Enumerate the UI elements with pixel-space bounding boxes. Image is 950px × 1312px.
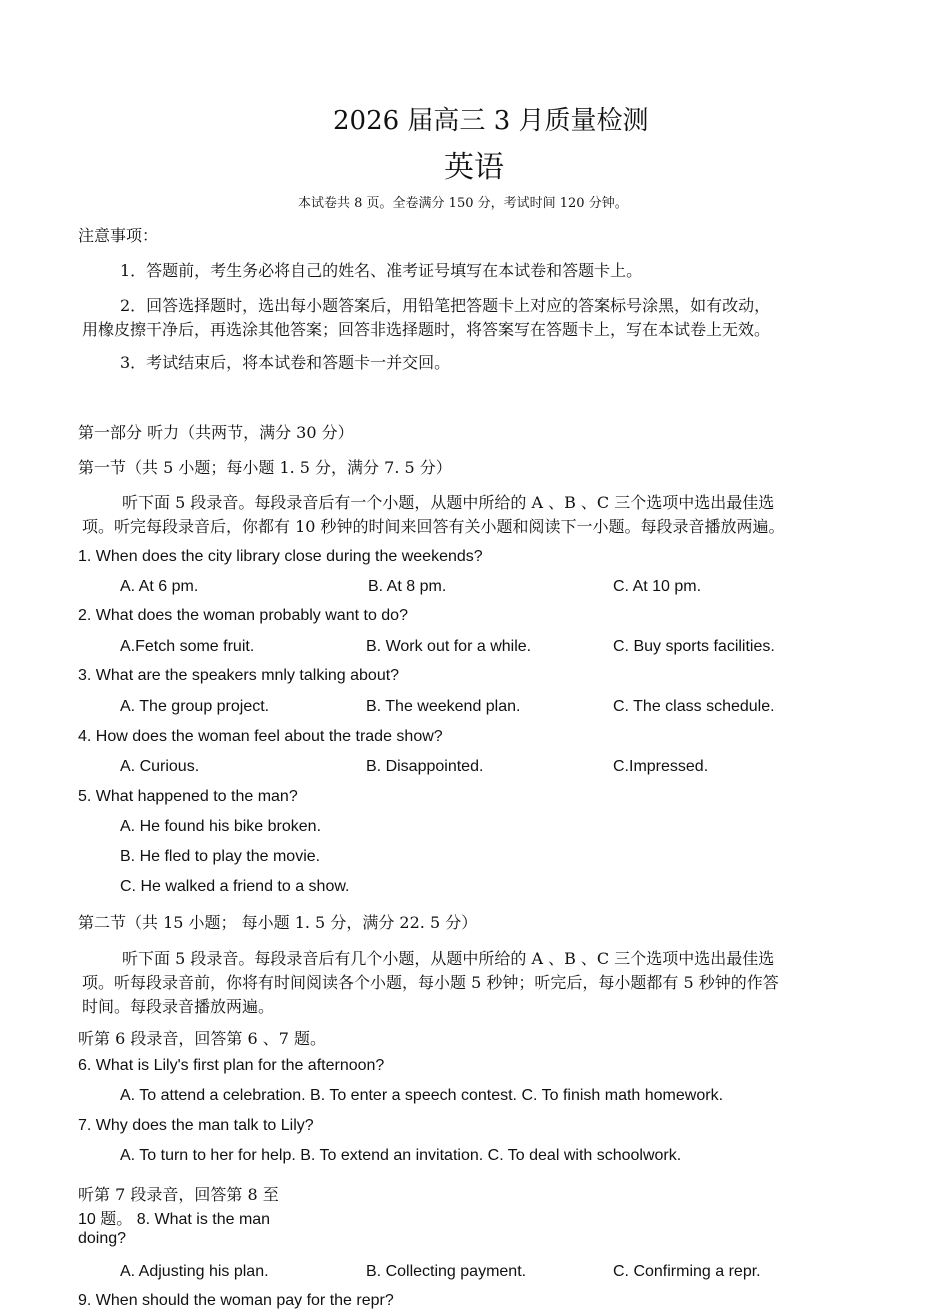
notice-item-2-cont: 用橡皮擦干净后，再选涂其他答案；回答非选择题时，将答案写在答题卡上，写在本试卷上无效。 bbox=[82, 320, 771, 339]
q4-option-b: B. Disappointed. bbox=[366, 758, 484, 775]
audio-7-heading-cont: 10 题。 8. What is the man bbox=[78, 1211, 271, 1228]
question-3: 3. What are the speakers mnly talking about? bbox=[78, 667, 400, 684]
question-6: 6. What is Lily's first plan for the afternoon? bbox=[78, 1057, 385, 1074]
q3-option-b: B. The weekend plan. bbox=[366, 698, 521, 715]
q7-options: A. To turn to her for help. B. To extend an invitation. C. To deal with schoolwork. bbox=[120, 1147, 682, 1164]
q2-option-a: A.Fetch some fruit. bbox=[120, 638, 255, 655]
question-5: 5. What happened to the man? bbox=[78, 788, 298, 805]
q4-option-a: A. Curious. bbox=[120, 758, 200, 775]
question-1: 1. When does the city library close during the weekends? bbox=[78, 548, 483, 565]
section2-instructions-3: 时间。每段录音播放两遍。 bbox=[82, 997, 275, 1016]
notice-item-2: 2．回答选择题时，选出每小题答案后，用铅笔把答题卡上对应的答案标号涂黑，如有改动， bbox=[120, 296, 771, 315]
audio-7-heading: 听第 7 段录音，回答第 8 至 bbox=[78, 1185, 279, 1204]
section1-heading: 第一节（共 5 小题；每小题 1. 5 分，满分 7. 5 分） bbox=[78, 458, 452, 477]
q8-option-a: A. Adjusting his plan. bbox=[120, 1263, 269, 1280]
q3-option-a: A. The group project. bbox=[120, 698, 270, 715]
part1-heading: 第一部分 听力（共两节，满分 30 分） bbox=[78, 423, 354, 442]
q5-option-a: A. He found his bike broken. bbox=[120, 818, 322, 835]
q8-option-c: C. Confirming a repr. bbox=[613, 1263, 761, 1280]
q6-options: A. To attend a celebration. B. To enter a speech contest. C. To finish math homework. bbox=[120, 1087, 724, 1104]
q4-option-c: C.Impressed. bbox=[613, 758, 709, 775]
subject-title: 英语 bbox=[444, 150, 504, 185]
question-2: 2. What does the woman probably want to do? bbox=[78, 607, 408, 624]
q5-option-b: B. He fled to play the movie. bbox=[120, 848, 321, 865]
q2-option-c: C. Buy sports facilities. bbox=[613, 638, 775, 655]
q1-option-b: B. At 8 pm. bbox=[368, 578, 447, 595]
q3-option-c: C. The class schedule. bbox=[613, 698, 775, 715]
q1-option-c: C. At 10 pm. bbox=[613, 578, 702, 595]
exam-info: 本试卷共 8 页。全卷满分 150 分，考试时间 120 分钟。 bbox=[298, 196, 628, 211]
notice-item-3: 3．考试结束后，将本试卷和答题卡一并交回。 bbox=[120, 353, 451, 372]
audio-6-heading: 听第 6 段录音，回答第 6 、7 题。 bbox=[78, 1029, 326, 1048]
q5-option-c: C. He walked a friend to a show. bbox=[120, 878, 350, 895]
question-4: 4. How does the woman feel about the trade show? bbox=[78, 728, 443, 745]
section1-instructions-1: 听下面 5 段录音。每段录音后有一个小题，从题中所给的 A 、B 、C 三个选项中选出最佳选 bbox=[122, 493, 775, 512]
q8-option-b: B. Collecting payment. bbox=[366, 1263, 527, 1280]
section1-instructions-2: 项。听完每段录音后，你都有 10 秒钟的时间来回答有关小题和阅读下一小题。每段录音播放两遍。 bbox=[82, 517, 785, 536]
notice-heading: 注意事项： bbox=[78, 226, 159, 245]
q1-option-a: A. At 6 pm. bbox=[120, 578, 199, 595]
question-9: 9. When should the woman pay for the repr? bbox=[78, 1292, 394, 1309]
section2-heading: 第二节（共 15 小题； 每小题 1. 5 分，满分 22. 5 分） bbox=[78, 913, 478, 932]
notice-item-1: 1．答题前，考生务必将自己的姓名、准考证号填写在本试卷和答题卡上。 bbox=[120, 261, 643, 280]
q2-option-b: B. Work out for a while. bbox=[366, 638, 532, 655]
section2-instructions-2: 项。听每段录音前，你将有时间阅读各个小题，每小题 5 秒钟；听完后，每小题都有 5 秒钟的作答 bbox=[82, 973, 779, 992]
question-8: doing? bbox=[78, 1230, 127, 1247]
section2-instructions-1: 听下面 5 段录音。每段录音后有几个小题，从题中所给的 A 、B 、C 三个选项中选出最佳选 bbox=[122, 949, 775, 968]
question-7: 7. Why does the man talk to Lily? bbox=[78, 1117, 314, 1134]
exam-title: 2026 届高三 3 月质量检测 bbox=[333, 106, 649, 136]
